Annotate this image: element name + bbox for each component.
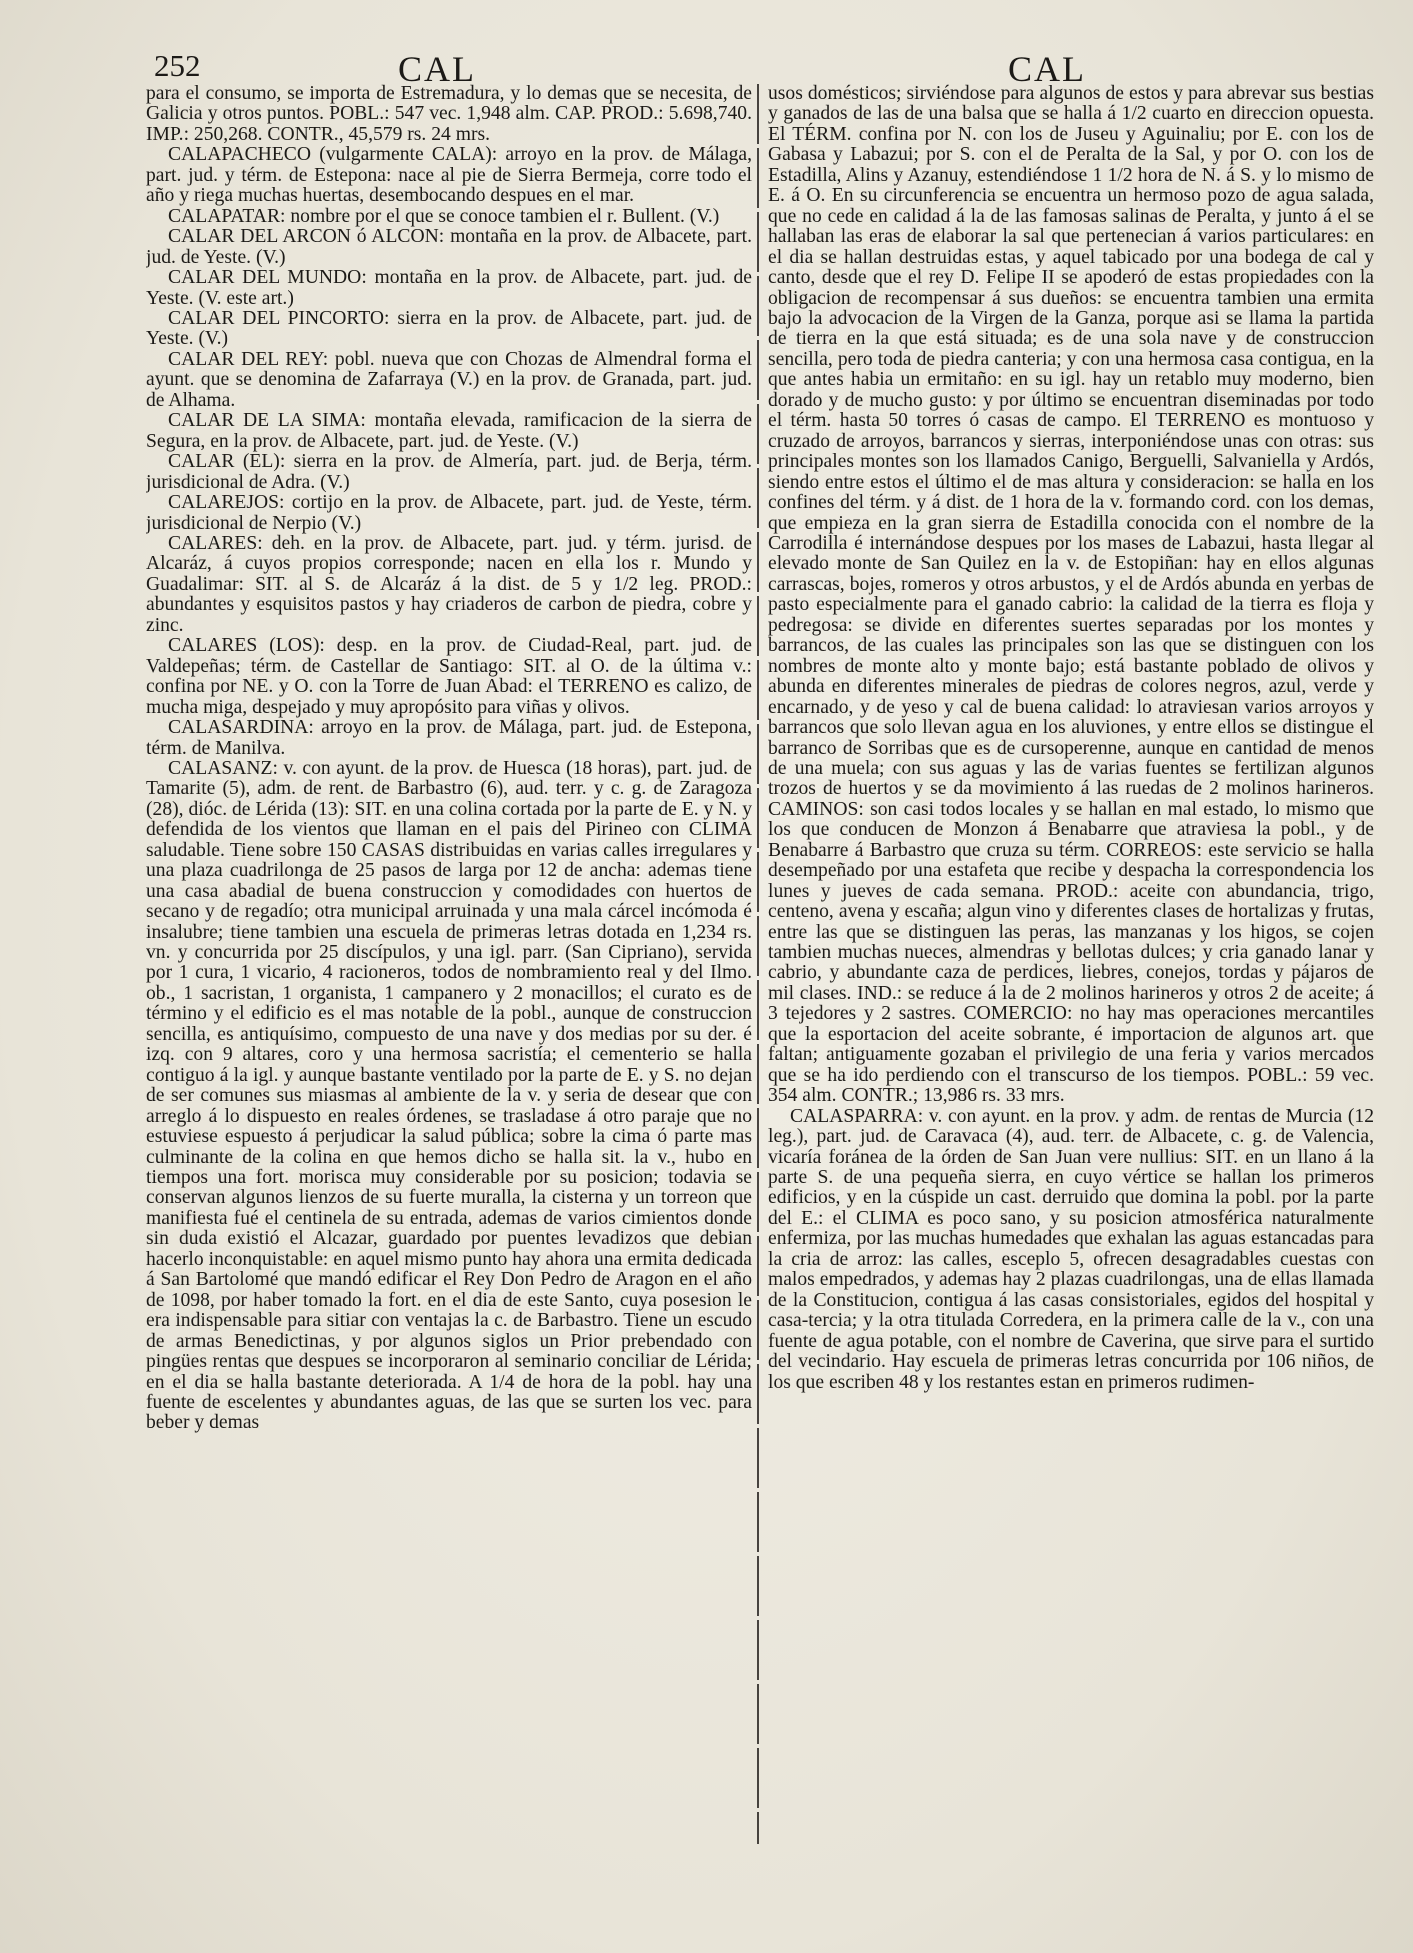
entry-calasparra: CALASPARRA: v. con ayunt. en la prov. y adm. de rentas de Murcia (12 leg.), part. jud. de Caravaca (4), aud. terr. de Albacete, c. g. de Valencia, vicaría foránea de la órden de San Juan vere nullius: SIT. en un llano á la parte S. de una pequeña sierra, en cuyo vértice se hallan los primeros edificios, y en la cúspide un cast. derruido que domina la pobl. por la parte del E.: el CLIMA es poco sano, y su posicion atmosférica naturalmente enfermiza, por las muchas humedades que exhalan las aguas estancadas para la cria de arroz: las calles, esceplo 5, ofrecen desagradables cuestas con malos empedrados, y ademas hay 2 plazas cuadrilongas, una de ellas llamada de la Constitucion, contigua á las casas consistoriales, egidos del hospital y casa-tercia; y la otra titulada Corredera, en la primera calle de la v., con una fuente de agua potable, con el nombre de Caverina, que sirve para el surtido del vecindario. Hay escuela de primeras letras concurrida por 106 niños, de los que escriben 48 y los restantes estan en primeros rudimen- — [768, 1105, 1374, 1393]
entry-paragraph: para el consumo, se importa de Estremadura, y lo demas que se necesita, de Galicia y otros puntos. POBL.: 547 vec. 1,948 alm. CAP. PROD.: 5.698,740. IMP.: 250,268. CONTR., 45,579 rs. 24 mrs. — [146, 84, 752, 145]
entry-calasanz: CALASANZ: v. con ayunt. de la prov. de Huesca (18 horas), part. jud. de Tamarite (5), adm. de rent. de Barbastro (6), aud. terr. y c. g. de Zaragoza (28), dióc. de Lérida (13): SIT. en una colina cortada por la parte de E. y N. y defendida de los vientos que llaman en el pais del Pirineo con CLIMA saludable. Tiene sobre 150 CASAS distribuidas en varias calles irregulares y una plaza cuadrilonga de 25 pasos de larga por 12 de ancha: ademas tiene una casa abadial de buena construccion y comodidades con huertos de secano y de regadío; otra municipal arruinada y una mala cárcel incómoda é insalubre; tiene tambien una escuela de primeras letras dotada en 1,234 rs. vn. y concurrida por 25 discípulos, y una igl. parr. (San Cipriano), servida por 1 cura, 1 vicario, 4 racioneros, todos de nombramiento real y del Ilmo. ob., 1 sacristan, 1 organista, 1 campanero y 2 monacillos; el curato es de término y el edificio es el mas notable de la pobl., aunque de construccion sencilla, es antiquísimo, compuesto de una nave y dos medias por su der. é izq. con 9 altares, coro y una hermosa sacristía; el cementerio se halla contiguo á la igl. y aunque bastante ventilado por la parte de E. y S. no dejan de ser comunes sus miasmas al ambiente de la v. y seria de desear que con arreglo á lo dispuesto en reales órdenes, se trasladase á otro paraje que no estuviese espuesto á perjudicar la salud pública; sobre la cima ó parte mas culminante de la colina en que hemos dicho se halla sit. la v., hubo en tiempos una fort. morisca muy considerable por su posicion; todavia se conservan algunos lienzos de su fuerte muralla, la cisterna y un torreon que manifiesta fué el centinela de su entrada, ademas de varios cimientos donde sin duda existió el Alcazar, guardado por puentes levadizos que debian hacerlo inconquistable: en aquel mismo punto hay ahora una ermita dedicada á San Bartolomé que mandó edificar el Rey Don Pedro de Aragon en el año de 1098, por haber tomado la fort. en el dia de este Santo, cuya posesion le era indispensable para sitiar con ventajas la c. de Barbastro. Tiene un escudo de armas Benedictinas, y por algunos siglos un Prior prebendado con pingües rentas que despues se incorporaron al seminario conciliar de Lérida; en el dia se halla bastante deteriorada. A 1/4 de hora de la pobl. hay una fuente de escelentes y abundantes aguas, de las que se surten los vec. para beber y demas — [146, 757, 752, 1434]
entry-calar-el: CALAR (EL): sierra en la prov. de Almería, part. jud. de Berja, térm. jurisdicional de Adra. (V.) — [146, 451, 752, 493]
entry-calar-del-pincorto: CALAR DEL PINCORTO: sierra en la prov. de Albacete, part. jud. de Yeste. (V.) — [146, 307, 752, 350]
entry-calasardina: CALASARDINA: arroyo en la prov. de Málaga, part. jud. de Estepona, térm. de Manilva. — [146, 717, 752, 759]
running-head-left: CAL — [398, 49, 476, 89]
entry-calar-del-arcon: CALAR DEL ARCON ó ALCON: montaña en la prov. de Albacete, part. jud. de Yeste. (V.) — [146, 226, 752, 268]
right-column — [768, 84, 1374, 1824]
entry-calares-los: CALARES (LOS): desp. en la prov. de Ciudad-Real, part. jud. de Valdepeñas; térm. de Castellar de Santiago: SIT. al O. de la última v.: confina por NE. y O. con la Torre de Juan Abad: el TERRENO es calizo, de mucha miga, despejado y muy apropósito para viñas y olivos. — [146, 635, 752, 718]
entry-calapatar: CALAPATAR: nombre por el que se conoce tambien el r. Bullent. (V.) — [168, 205, 720, 227]
entry-calapacheco: CALAPACHECO (vulgarmente CALA): arroyo en la prov. de Málaga, part. jud. y térm. de Estepona: nace al pie de Sierra Bermeja, corre todo el año y riega muchas huertas, desembocando despues en el mar. — [146, 144, 752, 207]
entry-calar-de-la-sima: CALAR DE LA SIMA: montaña elevada, ramificacion de la sierra de Segura, en la prov. de Albacete, part. jud. de Yeste. (V.) — [146, 410, 752, 452]
entry-calar-del-mundo: CALAR DEL MUNDO: montaña en la prov. de Albacete, part. jud. de Yeste. (V. este art.) — [146, 267, 752, 309]
entry-calarejos: CALAREJOS: cortijo en la prov. de Albacete, part. jud. de Yeste, térm. jurisdicional de Nerpio (V.) — [146, 492, 752, 534]
page-header — [0, 48, 1413, 88]
column-divider — [757, 84, 759, 1844]
running-head-right: CAL — [1008, 49, 1086, 89]
entry-calar-del-rey: CALAR DEL REY: pobl. nueva que con Chozas de Almendral forma el ayunt. que se denomina de Zafarraya (V.) en la prov. de Granada, part. jud. de Alhama. — [146, 348, 752, 411]
entry-continuation: usos domésticos; sirviéndose para algunos de estos y para abrevar sus bestias y ganados de las de una balsa que se halla á 1/2 cuarto en direccion opuesta. El TÉRM. confina por N. con los de Juseu y Aguinaliu; por E. con los de Gabasa y Labazui; por S. con el de Peralta de la Sal, y por O. con los de Estadilla, Alins y Azanuy, estendiéndose 1 1/2 hora de N. á S. y lo mismo de E. á O. En su circunferencia se encuentra un hermoso pozo de agua salada, que no cede en calidad á la de las famosas salinas de Peralta, y junto á el se hallaban las eras de elaborar la sal que pertenecian á varios particulares: en el dia se hallan destruidas estas, y aquel tabicado por una bodega de cal y canto, desde que el rey D. Felipe II se apoderó de estas propiedades con la obligacion de recompensar á sus dueños: se encuentra tambien una ermita bajo la advocacion de la Virgen de la Ganza, porque asi se llama la partida de tierra en la que está situada; es de una sola nave y de construccion sencilla, pero toda de piedra canteria; y con una hermosa casa contigua, en la que antes habia un ermitaño: en su igl. hay un retablo muy moderno, bien dorado y de mucho gusto: y por último se encuentran diseminadas por todo el térm. hasta 50 torres ó casas de campo. El TERRENO es montuoso y cruzado de arroyos, barrancos y sierras, interponiéndose unas con otras: sus principales montes son los llamados Canigo, Berguelli, Salvaniella y Ardós, siendo entre estos el último el de mas altura y consideracion: se halla en los confines del térm. y á dist. de 1 hora de la v. formando cord. con los demas, que empieza en la gran sierra de Estadilla conocida con el nombre de la Carrodilla é internándose despues por los mases de Labazui, hasta llegar al elevado monte de San Quilez en la v. de Estopiñan: hay en ellos algunas carrascas, bojes, romeros y otros arbustos, y el de Ardós abunda en yerbas de pasto especialmente para el ganado cabrio: la calidad de la tierra es floja y pedregosa: se divide en diferentes suertes separadas por los montes y barrancos, de las cuales las principales son las que se distinguen con los nombres de monte alto y monte bajo; está bastante poblado de olivos y abunda en diferentes minerales de piedras de colores negros, azul, verde y encarnado, y de yeso y cal de buena calidad: lo atraviesan varios arroyos y barrancos que solo llevan agua en los aluviones, y entre ellos se distingue el barranco de Sorribas que es de cursoperenne, aunque en cantidad de menos de una muela; con sus aguas y las de varias fuentes se fertilizan algunos trozos de huertos y se da movimiento á las ruedas de 2 molinos harineros. CAMINOS: son casi todos locales y se hallan en mal estado, lo mismo que los que conducen de Monzon á Benabarre que atraviesa la pobl., y de Benabarre á Barbastro que cruza su térm. CORREOS: este servicio se halla desempeñado por una estafeta que recibe y despacha la correspondencia los lunes y jueves de cada semana. PROD.: aceite con abundancia, trigo, centeno, avena y escaña; algun vino y diferentes clases de hortalizas y frutas, entre las que se distinguen las peras, las manzanas y los higos, se cojen tambien muchas nueces, almendras y bellotas dulces; y cria ganado lanar y cabrio, y abundante caza de perdices, liebres, conejos, tordas y pájaros de mil clases. IND.: se reduce á la de 2 molinos harineros y otros 2 de aceite; á 3 tejedores y 2 sastres. COMERCIO: no hay mas operaciones mercantiles que la esportacion del aceite sobrante, é importacion de algunos art. que faltan; antiguamente gozaban el privilegio de una feria y varios mercados que se ha ido perdiendo con el transcurso de los tiempos. POBL.: 59 vec. 354 alm. CONTR.; 13,986 rs. 33 mrs. — [768, 84, 1374, 1107]
page-number: 252 — [154, 48, 201, 83]
entry-calares: CALARES: deh. en la prov. de Albacete, part. jud. y térm. jurisd. de Alcaráz, á cuyos propios corresponde; nacen en ella los r. Mundo y Guadalimar: SIT. al S. de Alcaráz á la dist. de 5 y 1/2 leg. PROD.: abundantes y esquisitos pastos y hay criaderos de carbon de piedra, cobre y zinc. — [146, 532, 752, 636]
left-column — [146, 84, 752, 1844]
